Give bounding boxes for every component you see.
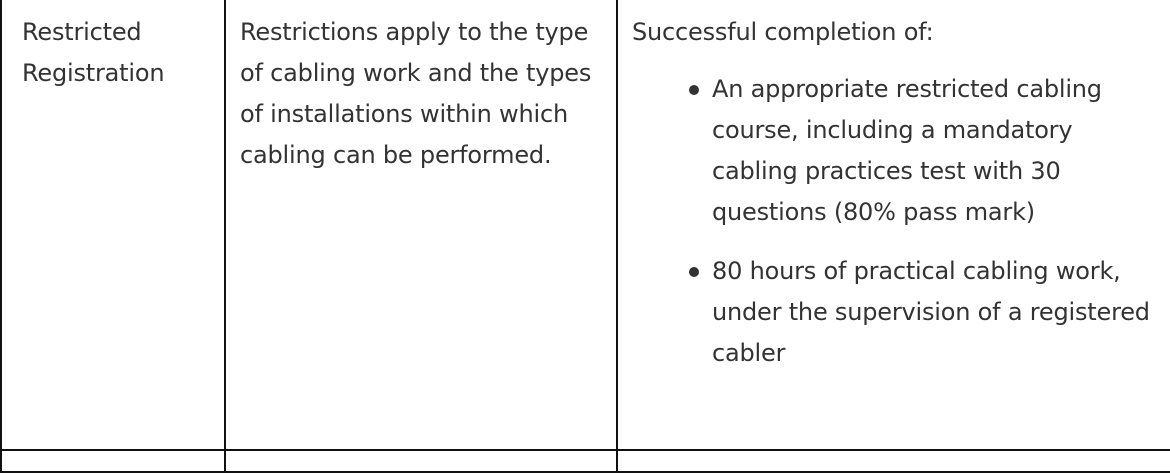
requirements-intro: Successful completion of: (632, 18, 934, 46)
registration-type-text: Restricted Registration (22, 18, 165, 87)
requirement-text: 80 hours of practical cabling work, under the supervision of a registered cabler (712, 257, 1150, 367)
empty-cell (1, 450, 225, 472)
requirements-cell (617, 0, 1170, 450)
requirements-list (632, 69, 1158, 374)
restrictions-text: Restrictions apply to the type of cabling work and the types of installations within which cabling can be performed. (240, 18, 592, 169)
empty-cell (617, 450, 1170, 472)
table-row (1, 450, 1170, 472)
bullet-icon (689, 267, 699, 277)
requirements-content (618, 0, 1170, 374)
empty-cell (225, 450, 617, 472)
restrictions-cell (225, 0, 617, 450)
requirement-text: An appropriate restricted cabling course, including a mandatory cabling practices test with 30 questions (80% pass mark) (712, 75, 1102, 226)
list-item (632, 251, 1158, 374)
bullet-icon (689, 85, 699, 95)
table-row (1, 0, 1170, 450)
registration-type-cell (1, 0, 225, 450)
list-item (632, 69, 1158, 233)
